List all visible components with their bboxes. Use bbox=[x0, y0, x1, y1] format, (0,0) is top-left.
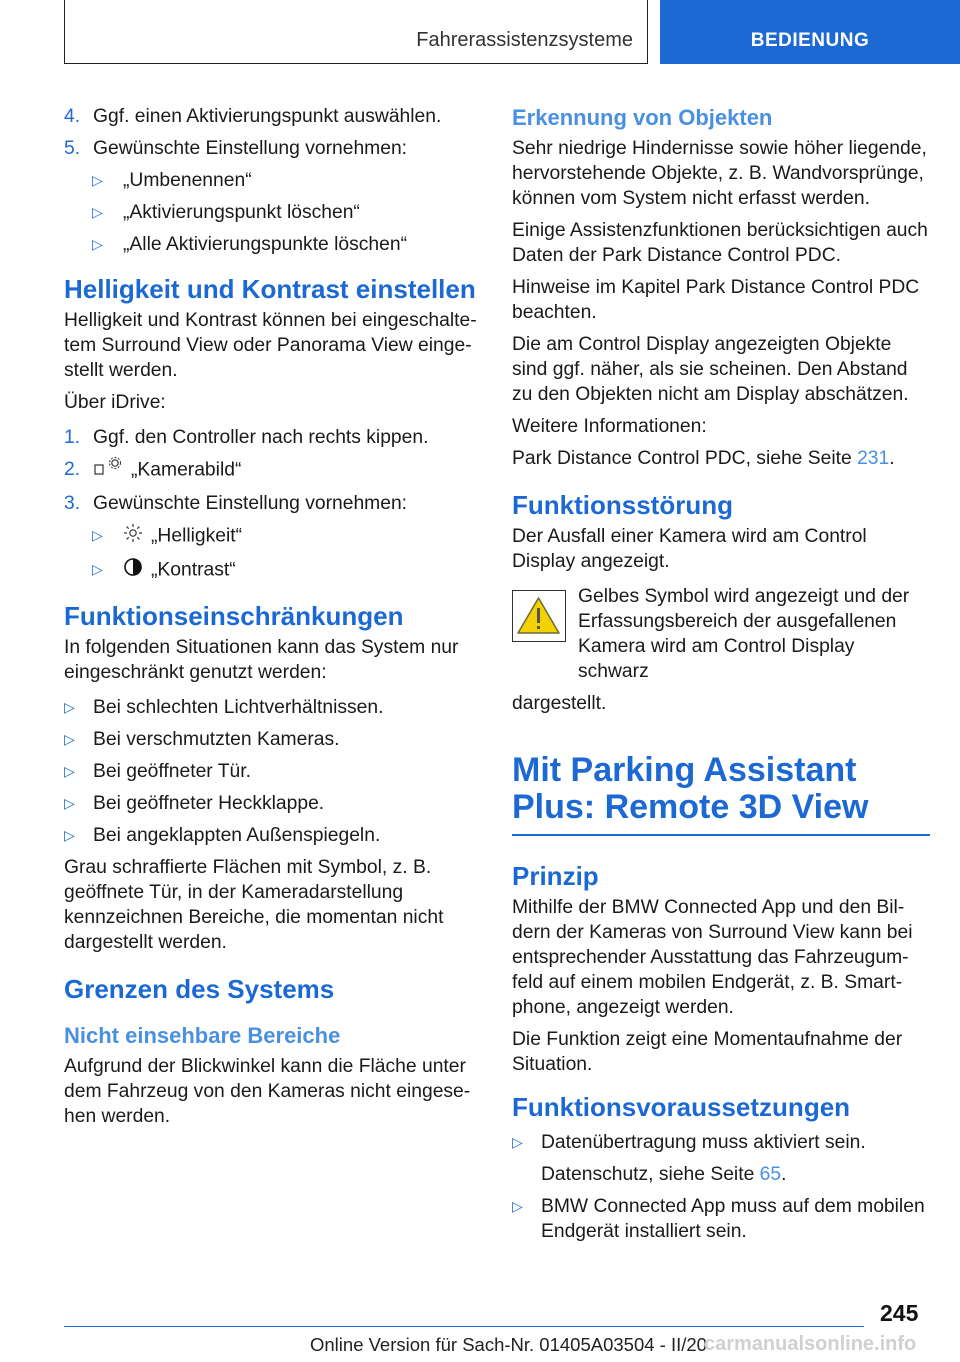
triangle-bullet-icon: ▷ bbox=[64, 763, 75, 779]
triangle-bullet-icon: ▷ bbox=[512, 1134, 523, 1150]
header-chapter-box bbox=[660, 0, 960, 64]
triangle-bullet-icon: ▷ bbox=[92, 236, 103, 252]
list-item: 5. Gewünschte Einstellung vornehmen: bbox=[64, 138, 408, 159]
page-link-65[interactable]: 65 bbox=[759, 1164, 782, 1185]
list-item: ▷ „Aktivierungspunkt löschen“ bbox=[92, 202, 360, 223]
page-link-231[interactable]: 231 bbox=[857, 448, 890, 469]
paragraph: Mithilfe der BMW Connected App und den Bildern der Kameras von Surround View kann bei entsprechender Ausstattung das Fahrzeugumfeld auf einem mobilen Endgerät, z. B. Smartphone, angezeigt werden. bbox=[512, 897, 913, 1018]
list-item: 3. Gewünschte Einstellung vornehmen: bbox=[64, 493, 408, 514]
heading-invisible-areas: Nicht einsehbare Bereiche bbox=[64, 1023, 341, 1048]
list-item: ▷ Bei schlechten Lichtverhältnissen. bbox=[64, 697, 384, 718]
header-section-title: Fahrerassistenzsysteme bbox=[416, 29, 633, 51]
paragraph: Grau schraffierte Flächen mit Symbol, z. B. geöffnete Tür, in der Kameradarstellung kennzeichnen Bereiche, die momentan nicht dargestellt werden. bbox=[64, 857, 444, 953]
brightness-icon bbox=[123, 523, 143, 550]
list-item: ▷ Bei geöffneter Heckklappe. bbox=[64, 793, 325, 814]
left-column bbox=[64, 104, 482, 1136]
triangle-bullet-icon: ▷ bbox=[512, 1198, 523, 1214]
paragraph: Die Funktion zeigt eine Momentaufnahme der Situation. bbox=[512, 1029, 903, 1075]
footer-version-text: Online Version für Sach-Nr. 01405A03504 - II/20 bbox=[310, 1334, 707, 1355]
paragraph: Einige Assistenzfunktionen berücksichtigen auch Daten der Park Distance Control PDC. bbox=[512, 220, 928, 266]
triangle-bullet-icon: ▷ bbox=[64, 699, 75, 715]
list-item: ▷ „Umbenennen“ bbox=[92, 170, 252, 191]
footer-watermark: carmanualsonline.info bbox=[704, 1333, 917, 1355]
camera-settings-icon bbox=[93, 457, 123, 484]
paragraph: Über iDrive: bbox=[64, 392, 166, 413]
paragraph: Sehr niedrige Hindernisse sowie höher liegende, hervorstehende Objekte, z. B. Wandvorsprünge, können vom System nicht erfasst werden. bbox=[512, 138, 927, 209]
heading-bounds: Grenzen des Systems bbox=[64, 974, 335, 1004]
warning-symbol-box bbox=[512, 590, 566, 642]
triangle-bullet-icon: ▷ bbox=[92, 204, 103, 220]
paragraph: Weitere Informationen: bbox=[512, 416, 707, 437]
contrast-icon bbox=[123, 557, 143, 584]
triangle-bullet-icon: ▷ bbox=[92, 527, 103, 543]
triangle-bullet-icon: ▷ bbox=[64, 827, 75, 843]
list-item: ▷ Datenübertragung muss aktiviert sein. bbox=[512, 1132, 866, 1153]
heading-principle: Prinzip bbox=[512, 861, 599, 891]
list-item: ▷ „Helligkeit“ bbox=[64, 523, 482, 550]
paragraph: In folgenden Situationen kann das System nur eingeschränkt genutzt werden: bbox=[64, 637, 459, 683]
heading-object-detection: Erkennung von Objekten bbox=[512, 105, 773, 130]
header-section-box bbox=[64, 0, 648, 64]
paragraph: dargestellt. bbox=[512, 693, 607, 714]
footer-rule bbox=[64, 1326, 864, 1327]
right-column bbox=[512, 104, 930, 1251]
list-item: ▷ BMW Connected App muss auf dem mobilen Endgerät installiert sein. bbox=[512, 1196, 925, 1242]
list-item: 2. „Kamerabild“ bbox=[64, 457, 482, 484]
paragraph: Die am Control Display angezeigten Objekte sind ggf. näher, als sie scheinen. Den Abstand zu den Objekten nicht am Display abschätzen. bbox=[512, 334, 909, 405]
list-item: 1. Ggf. den Controller nach rechts kippen. bbox=[64, 427, 429, 448]
list-item-detail: Datenschutz, siehe Seite 65. bbox=[541, 1164, 787, 1185]
paragraph: Park Distance Control PDC, siehe Seite 231. bbox=[512, 448, 895, 469]
list-item: ▷ Bei angeklappten Außenspiegeln. bbox=[64, 825, 381, 846]
heading-malfunction: Funktionsstörung bbox=[512, 490, 733, 520]
header-chapter-title: BEDIENUNG bbox=[750, 30, 870, 51]
list-item: ▷ „Alle Aktivierungspunkte löschen“ bbox=[92, 234, 408, 255]
triangle-bullet-icon: ▷ bbox=[92, 172, 103, 188]
paragraph: Helligkeit und Kontrast können bei eingeschaltetem Surround View oder Panorama View eingestellt werden. bbox=[64, 310, 477, 381]
paragraph: Aufgrund der Blickwinkel kann die Fläche unter dem Fahrzeug von den Kameras nicht eingesehen werden. bbox=[64, 1056, 471, 1127]
list-item: 4. Ggf. einen Aktivierungspunkt auswählen. bbox=[64, 106, 442, 127]
warning-note bbox=[512, 584, 930, 684]
list-item: ▷ „Kontrast“ bbox=[64, 557, 482, 584]
heading-requirements: Funktionsvoraussetzungen bbox=[512, 1092, 851, 1122]
list-item: ▷ Bei verschmutzten Kameras. bbox=[64, 729, 340, 750]
heading-limits: Funktionseinschränkungen bbox=[64, 601, 404, 631]
page-number: 245 bbox=[880, 1300, 919, 1326]
warning-triangle-icon bbox=[513, 591, 564, 640]
paragraph: Hinweise im Kapitel Park Distance Control PDC beachten. bbox=[512, 277, 920, 323]
triangle-bullet-icon: ▷ bbox=[64, 731, 75, 747]
heading-remote-3d-view: Mit Parking Assistant Plus: Remote 3D View bbox=[512, 751, 869, 826]
chapter-heading-block bbox=[512, 752, 930, 836]
paragraph: Der Ausfall einer Kamera wird am Control Display angezeigt. bbox=[512, 526, 867, 572]
heading-brightness: Helligkeit und Kontrast einstellen bbox=[64, 274, 476, 304]
list-item: ▷ Bei geöffneter Tür. bbox=[64, 761, 251, 782]
triangle-bullet-icon: ▷ bbox=[64, 795, 75, 811]
paragraph: Gelbes Symbol wird angezeigt und der Erfassungsbereich der ausgefallenen Kamera wird am Control Display schwarz bbox=[578, 586, 910, 682]
triangle-bullet-icon: ▷ bbox=[92, 561, 103, 577]
